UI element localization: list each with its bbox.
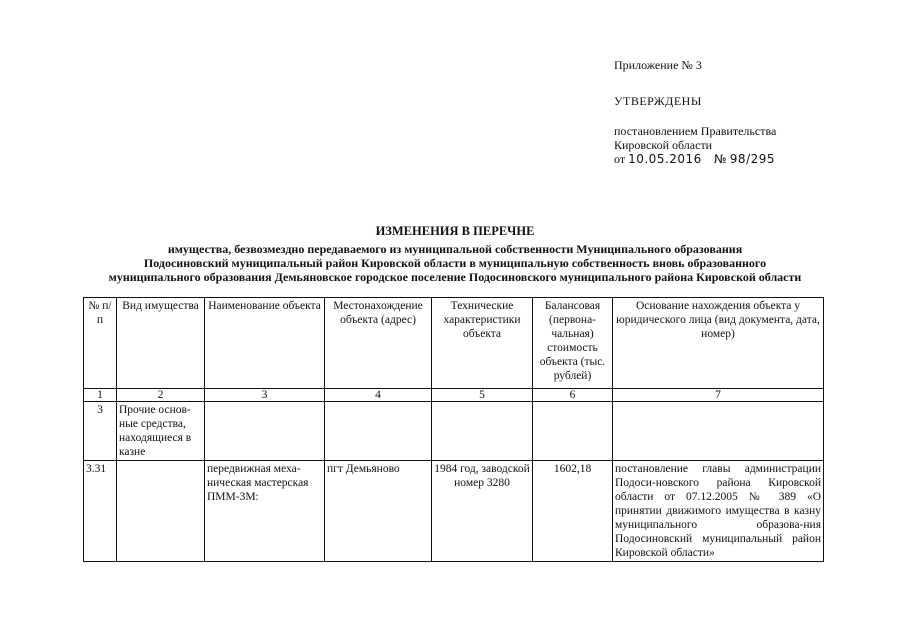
column-number: 4 [325, 389, 432, 402]
table-row [84, 461, 824, 562]
appendix-label: Приложение № 3 [614, 58, 702, 72]
table-row [84, 402, 824, 461]
column-number-row [84, 389, 824, 402]
row-property-type: Прочие основ-ные средства, находящиеся в казне [117, 402, 205, 461]
column-number: 3 [205, 389, 325, 402]
row-object-name: передвижная меха-ническая мастерская ПММ-3М: [205, 461, 325, 562]
empty-cell [613, 402, 824, 461]
document-subtitle-line-2: Подосиновский муниципальный район Кировской области в муниципальную собственность вновь образованного [143, 256, 767, 270]
header-location: Местонахождение объекта (адрес) [325, 298, 432, 389]
document-subtitle-line-1: имущества, безвозмездно передаваемого из муниципальной собственности Муниципального образования [167, 242, 743, 256]
empty-cell [325, 402, 432, 461]
property-changes-table [83, 297, 824, 562]
column-number: 5 [432, 389, 533, 402]
row-technical-specs: 1984 год, заводской номер 3280 [432, 461, 533, 562]
header-number: № п/п [84, 298, 117, 389]
column-number: 2 [117, 389, 205, 402]
empty-cell [533, 402, 613, 461]
column-number: 1 [84, 389, 117, 402]
resolution-date-number [614, 152, 775, 166]
document-subtitle-line-3: муниципального образования Демьяновское городское поселение Подосиновского муниципального района Кировской области [108, 270, 802, 284]
header-technical-specs: Технические характеристики объекта [432, 298, 533, 389]
row-number: 3.31 [84, 461, 117, 562]
date-prefix: от [614, 152, 626, 166]
row-book-value: 1602,18 [533, 461, 613, 562]
resolution-label: постановлением Правительства [614, 124, 777, 138]
document-title: ИЗМЕНЕНИЯ В ПЕРЕЧНЕ [375, 224, 535, 238]
empty-cell [205, 402, 325, 461]
row-property-type [117, 461, 205, 562]
resolution-number: 98/295 [729, 152, 776, 166]
header-object-name: Наименование объекта [205, 298, 325, 389]
header-book-value: Балансовая (первона-чальная) стоимость объекта (тыс. рублей) [533, 298, 613, 389]
row-number: 3 [84, 402, 117, 461]
region-label: Кировской области [614, 138, 713, 152]
column-number: 6 [533, 389, 613, 402]
header-property-type: Вид имущества [117, 298, 205, 389]
row-location: пгт Демьяново [325, 461, 432, 562]
number-prefix: № [713, 152, 727, 166]
row-basis: постановление главы администрации Подоси-новского района Кировской области от 07.12.2005 № 389 «О принятии движимого имущества в казну муниципального образова-ния Подосиновский муниципальный район Кировской области» [613, 461, 824, 562]
empty-cell [432, 402, 533, 461]
approved-label: УТВЕРЖДЕНЫ [614, 94, 702, 108]
column-number: 7 [613, 389, 824, 402]
header-basis: Основание нахождения объекта у юридического лица (вид документа, дата, номер) [613, 298, 824, 389]
table-header-row [84, 298, 824, 389]
resolution-date: 10.05.2016 [628, 152, 702, 166]
